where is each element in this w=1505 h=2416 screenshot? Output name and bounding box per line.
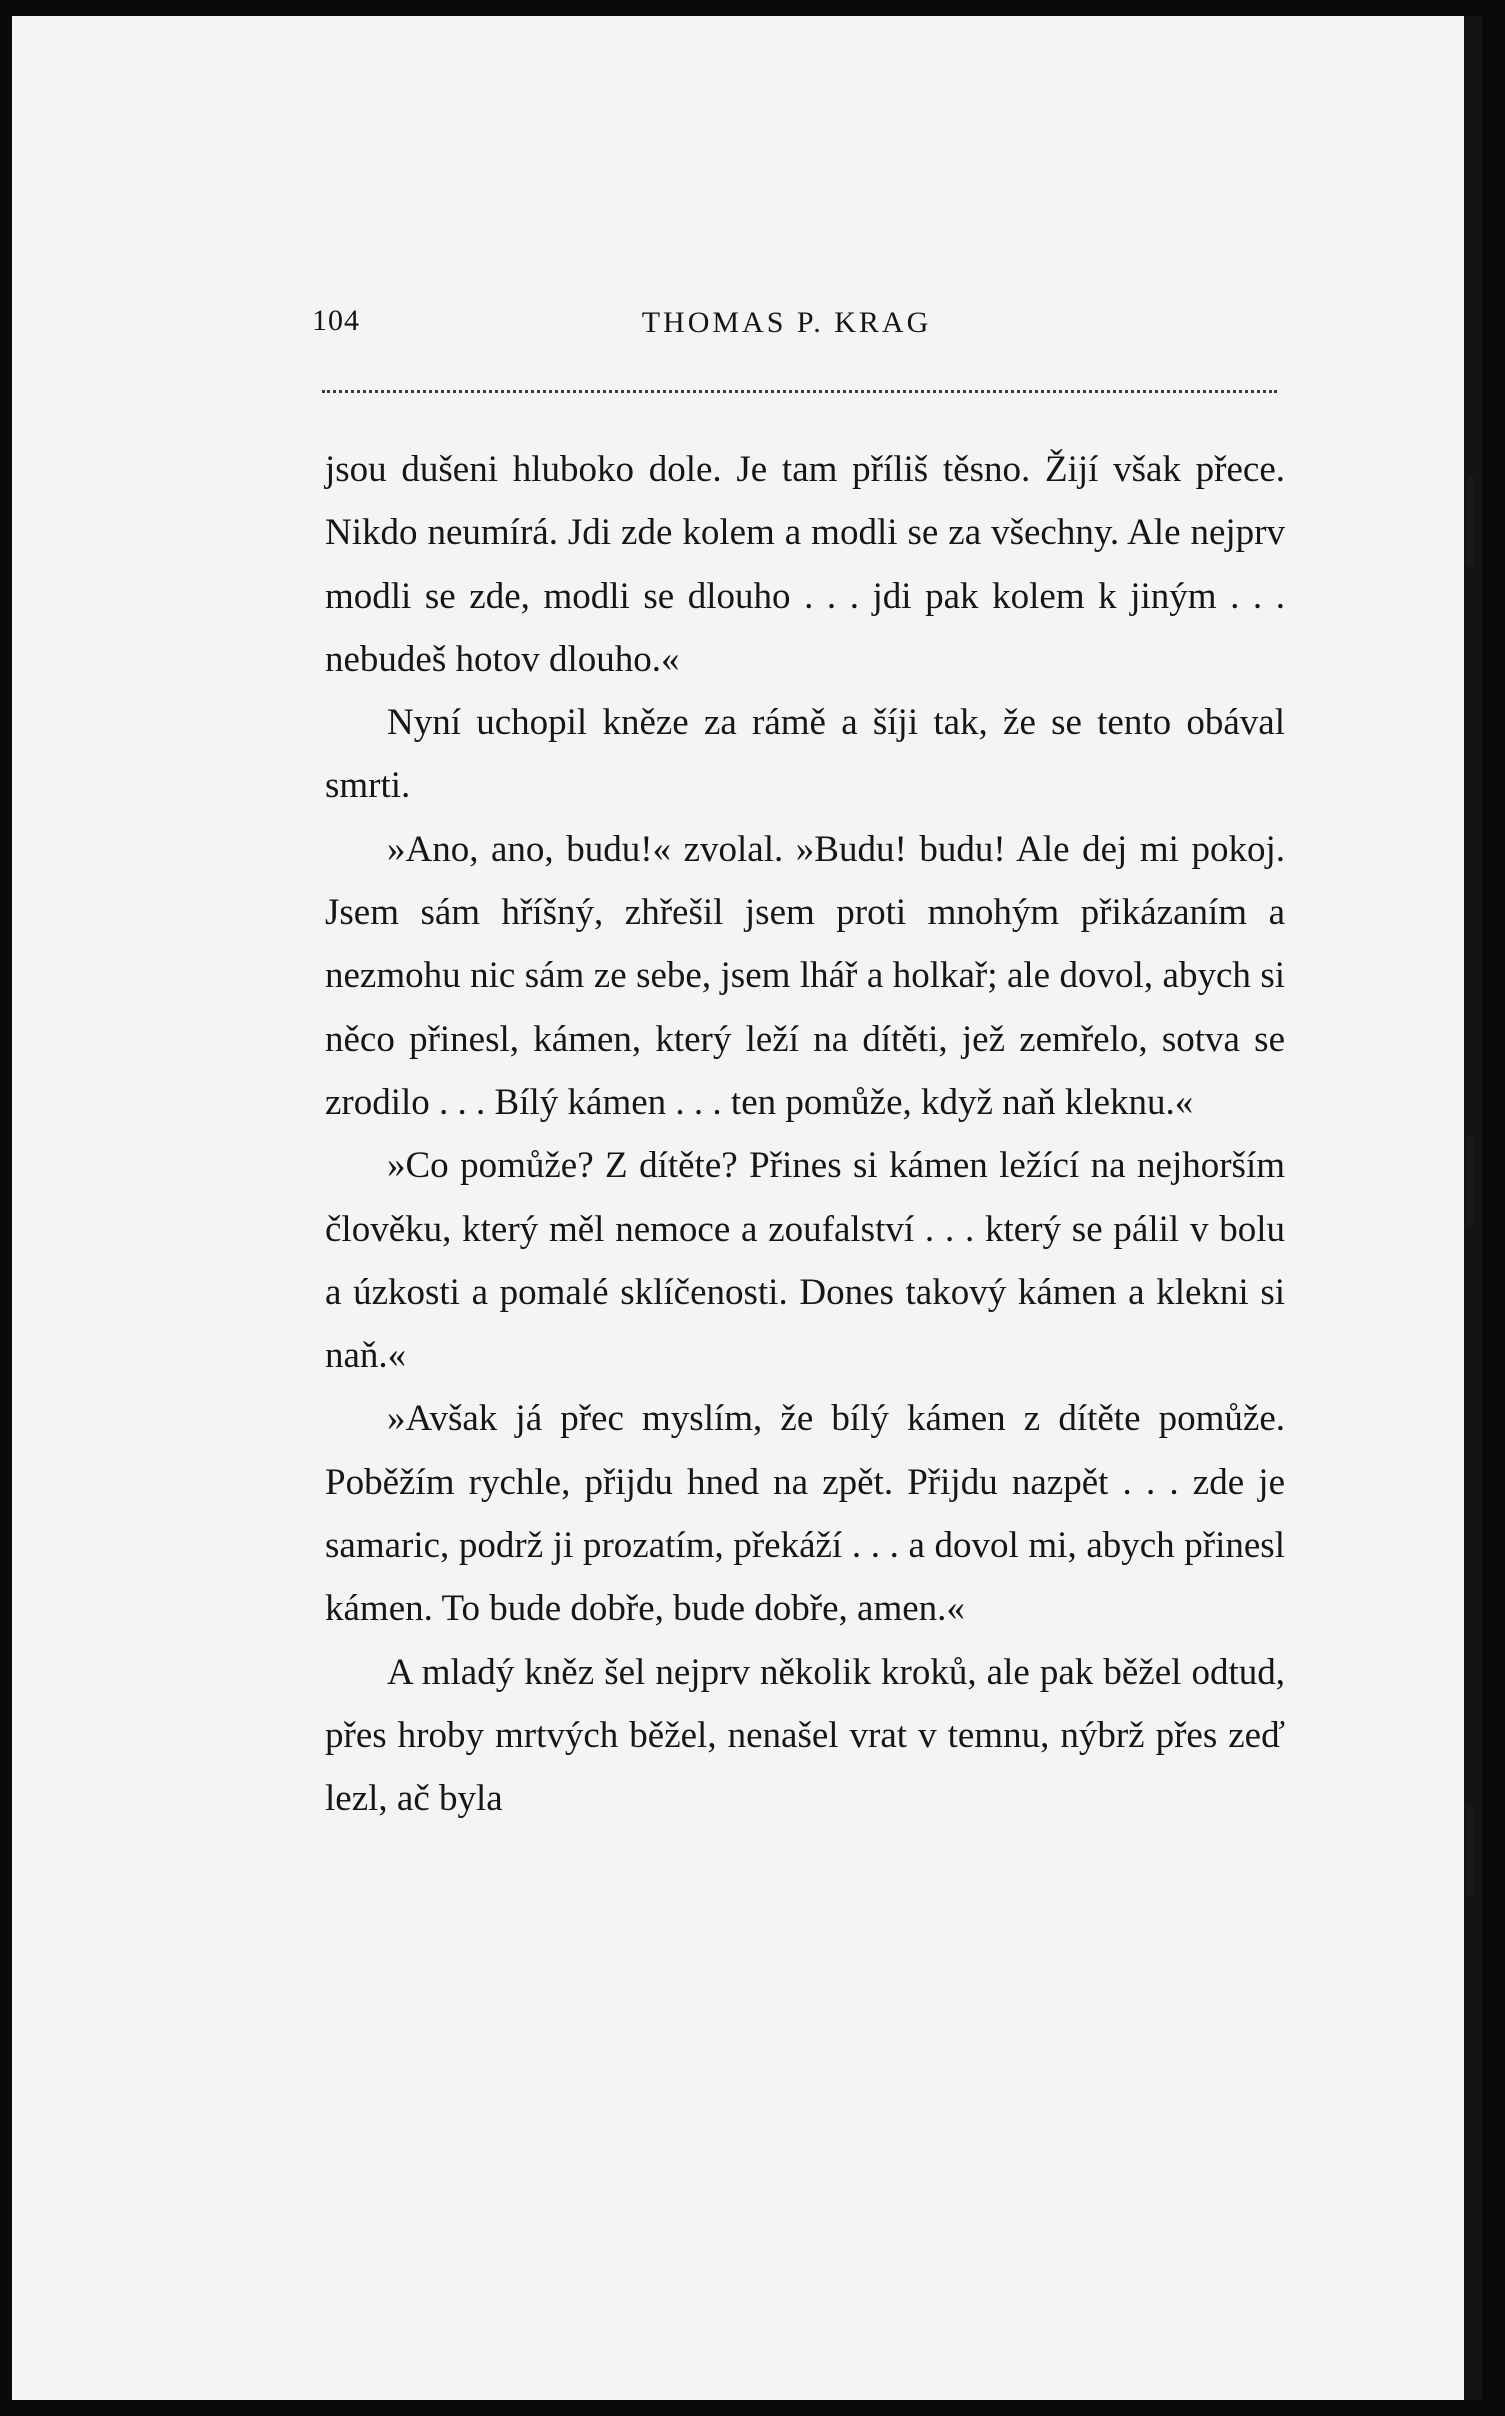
paragraph: jsou dušeni hluboko dole. Je tam příliš těsno. Žijí však přece. Nikdo neumírá. Jdi zde kolem a modli se za všechny. Ale nejprv modli se zde, modli se dlouho . . . jdi pak kolem k jiným . . . nebudeš hotov dlouho.« — [325, 449, 1285, 680]
paragraph: »Avšak já přec myslím, že bílý kámen z dítěte pomůže. Poběžím rychle, přijdu hned na zpět. Přijdu nazpět . . . zde je samaric, podrž ji prozatím, překáží . . . a dovol mi, abych přinesl kámen. To bude dobře, bude dobře, amen.« — [325, 1398, 1285, 1630]
edge-mark — [1466, 476, 1474, 566]
book-page — [12, 16, 1482, 2400]
body-text — [325, 438, 1285, 1831]
paragraph: »Co pomůže? Z dítěte? Přines si kámen ležící na nejhorším člověku, který měl nemoce a zoufalství . . . který se pálil v bolu a úzkosti a pomalé sklíčenosti. Dones takový kámen a klekni si naň.« — [325, 1145, 1285, 1377]
page-number: 104 — [312, 304, 360, 337]
header-rule — [322, 390, 1277, 393]
paragraph: A mladý kněz šel nejprv několik kroků, ale pak běžel odtud, přes hroby mrtvých běžel, nenašel vrat v temnu, nýbrž přes zeď lezl, ač byla — [325, 1651, 1285, 1820]
edge-mark — [1466, 1136, 1474, 1226]
page-edge-shadow — [1464, 16, 1482, 2400]
running-head: THOMAS P. KRAG — [641, 306, 932, 339]
paragraph: »Ano, ano, budu!« zvolal. »Budu! budu! Ale dej mi pokoj. Jsem sám hříšný, zhřešil jsem proti mnohým přikázaním a nezmohu nic sám ze sebe, jsem lhář a holkař; ale dovol, abych si něco přinesl, kámen, který leží na dítěti, jež zemřelo, sotva se zrodilo . . . Bílý kámen . . . ten pomůže, když naň kleknu.« — [325, 828, 1285, 1123]
paragraph: Nyní uchopil kněze za rámě a šíji tak, že se tento obával smrti. — [325, 702, 1285, 807]
edge-mark — [1466, 1806, 1474, 1896]
page-header — [298, 284, 1275, 344]
